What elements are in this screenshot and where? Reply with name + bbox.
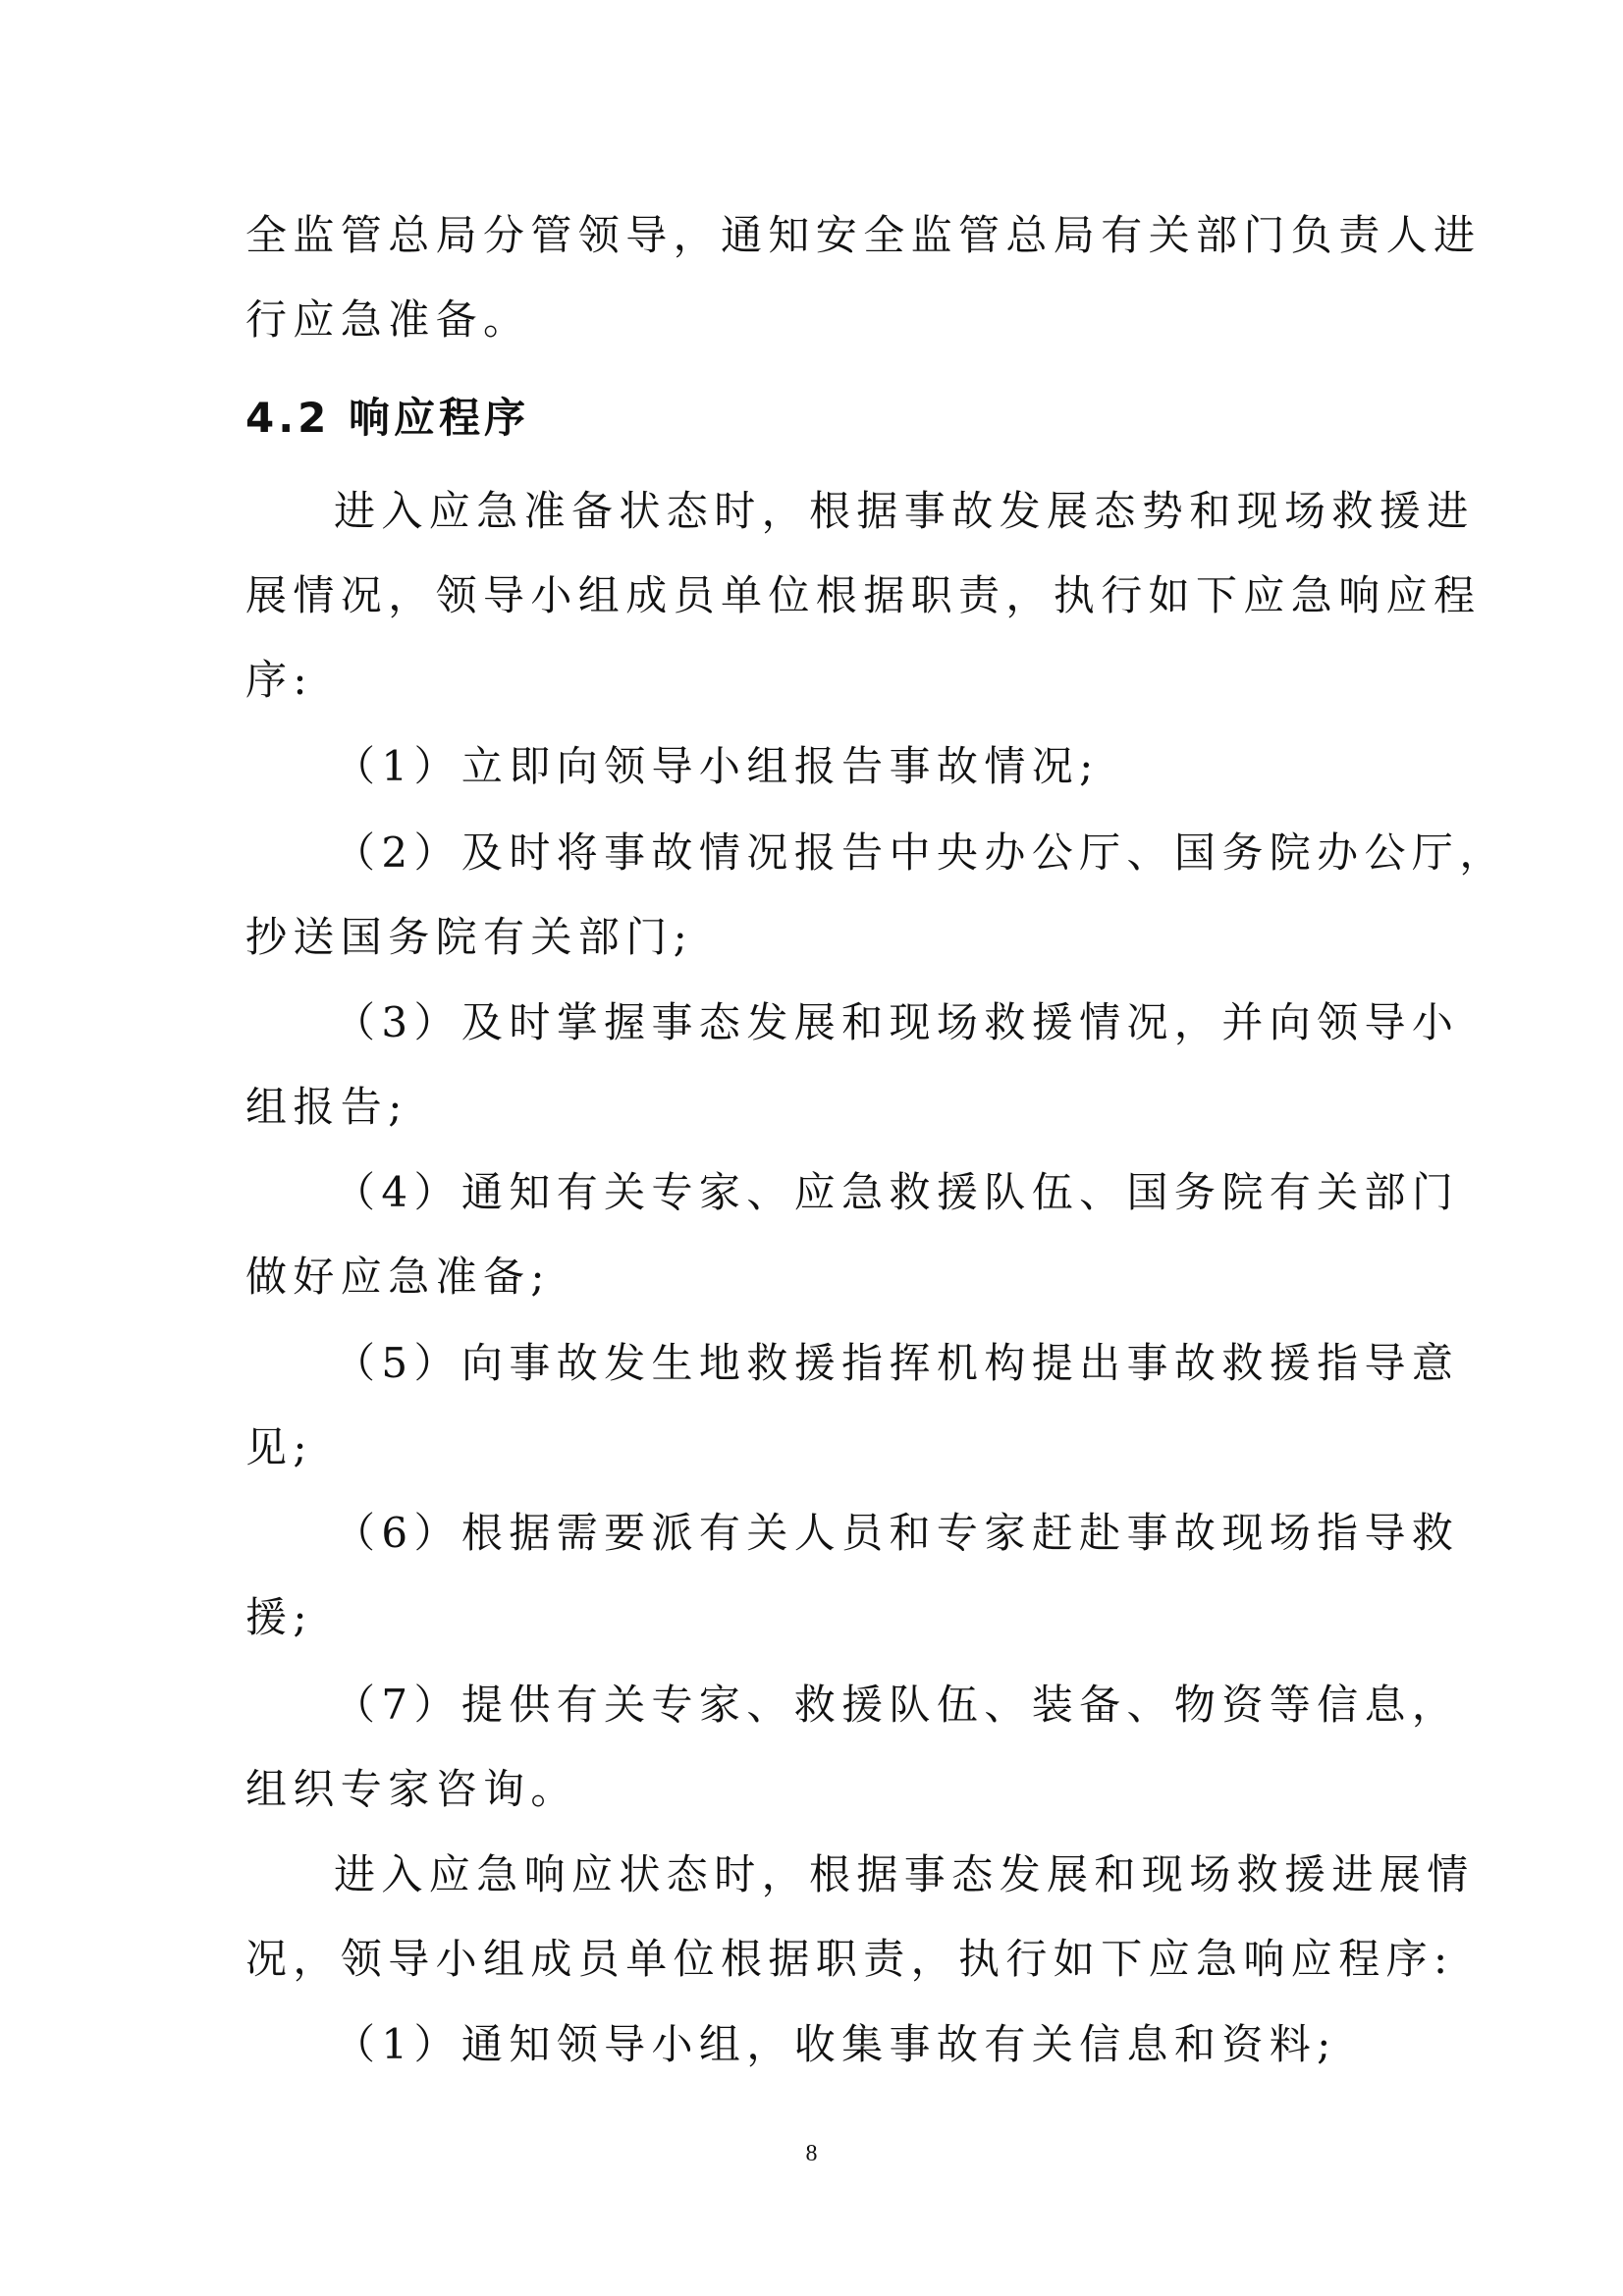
- list-item-continuation: 见;: [245, 1423, 313, 1471]
- list-item-line: （4）通知有关专家、应急救援队伍、国务院有关部门: [334, 1168, 1460, 1216]
- list-item-continuation: 做好应急准备;: [245, 1253, 551, 1301]
- list-item-continuation: 援;: [245, 1593, 313, 1641]
- list-item-line: （6）根据需要派有关人员和专家赶赴事故现场指导救: [334, 1509, 1460, 1557]
- list-item-line: （3）及时掌握事态发展和现场救援情况，并向领导小: [334, 998, 1460, 1046]
- list-item-continuation: 组报告;: [245, 1083, 408, 1131]
- list-item-line: （1）立即向领导小组报告事故情况;: [334, 742, 1100, 790]
- body-text-line: 展情况，领导小组成员单位根据职责，执行如下应急响应程: [245, 571, 1482, 619]
- paragraph-first-line: 进入应急响应状态时，根据事态发展和现场救援进展情: [334, 1850, 1475, 1898]
- list-item-line: （5）向事故发生地救援指挥机构提出事故救援指导意: [334, 1339, 1460, 1387]
- section-heading: 4.2 响应程序: [245, 394, 530, 442]
- list-item-line: （1）通知领导小组，收集事故有关信息和资料;: [334, 2020, 1337, 2068]
- list-item-continuation: 抄送国务院有关部门;: [245, 913, 694, 961]
- body-text-line: 序:: [245, 656, 313, 704]
- list-item-line: （2）及时将事故情况报告中央办公厅、国务院办公厅，: [334, 828, 1507, 877]
- body-text-line: 行应急准备。: [245, 295, 531, 344]
- body-text-line: 全监管总局分管领导，通知安全监管总局有关部门负责人进: [245, 211, 1482, 259]
- body-text-line: 况，领导小组成员单位根据职责，执行如下应急响应程序:: [245, 1935, 1454, 1983]
- page-number: 8: [805, 2141, 818, 2166]
- list-item-continuation: 组织专家咨询。: [245, 1765, 578, 1813]
- list-item-line: （7）提供有关专家、救援队伍、装备、物资等信息，: [334, 1681, 1460, 1729]
- paragraph-first-line: 进入应急准备状态时，根据事故发展态势和现场救援进: [334, 487, 1475, 535]
